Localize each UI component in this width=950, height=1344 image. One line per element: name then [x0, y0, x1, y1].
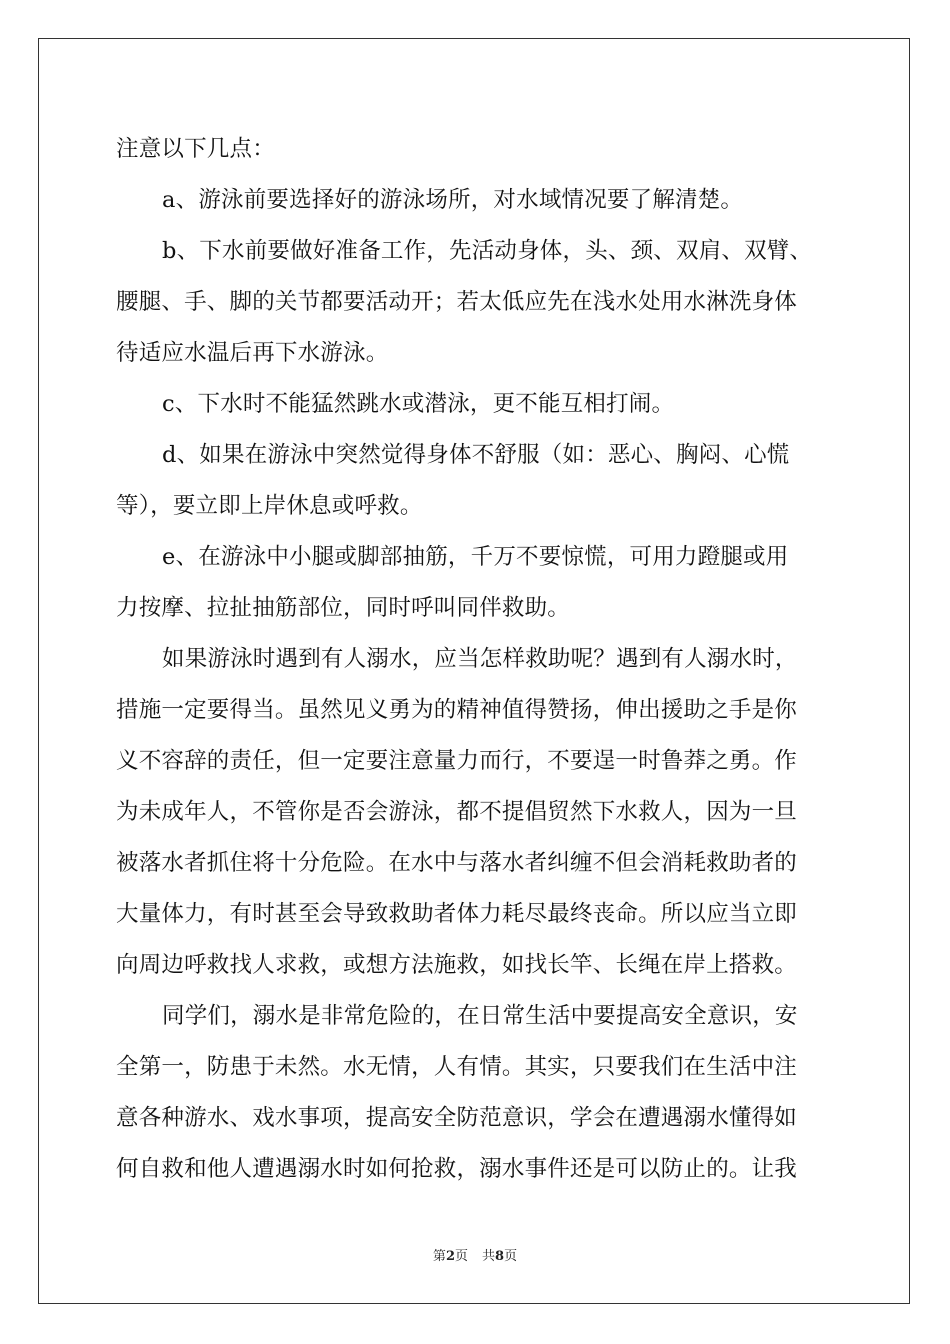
text-line: 向周边呼救找人求救，或想方法施救，如找长竿、长绳在岸上搭救。 [116, 952, 798, 978]
text-line: a、游泳前要选择好的游泳场所，对水域情况要了解清楚。 [162, 187, 744, 213]
total-pages: 8 [495, 1249, 505, 1264]
page-number: 2 [445, 1249, 455, 1264]
text-line: c、下水时不能猛然跳水或潜泳，更不能互相打闹。 [162, 391, 675, 417]
total-suffix: 页 [504, 1249, 518, 1264]
document-body [116, 124, 854, 1195]
text-line: 等），要立即上岸休息或呼救。 [116, 493, 423, 519]
text-line: e、在游泳中小腿或脚部抽筋，千万不要惊慌，可用力蹬腿或用 [162, 544, 789, 570]
text-line: 同学们，溺水是非常危险的，在日常生活中要提高安全意识，安 [162, 1003, 798, 1029]
text-line: 大量体力，有时甚至会导致救助者体力耗尽最终丧命。所以应当立即 [116, 901, 798, 927]
text-line: 意各种游水、戏水事项，提高安全防范意识，学会在遭遇溺水懂得如 [116, 1105, 798, 1131]
text-line: 如果游泳时遇到有人溺水，应当怎样救助呢？遇到有人溺水时， [162, 646, 798, 672]
text-line: 措施一定要得当。虽然见义勇为的精神值得赞扬，伸出援助之手是你 [116, 697, 798, 723]
text-line: d、如果在游泳中突然觉得身体不舒服（如：恶心、胸闷、心慌 [162, 442, 790, 468]
text-line: b、下水前要做好准备工作，先活动身体，头、颈、双肩、双臂、 [162, 238, 813, 264]
text-line: 何自救和他人遭遇溺水时如何抢救，溺水事件还是可以防止的。让我 [116, 1156, 798, 1182]
text-line: 被落水者抓住将十分危险。在水中与落水者纠缠不但会消耗救助者的 [116, 850, 798, 876]
total-prefix: 共 [482, 1249, 496, 1264]
page-prefix: 第 [432, 1249, 446, 1264]
page-footer [0, 1245, 950, 1264]
text-line: 为未成年人，不管你是否会游泳，都不提倡贸然下水救人，因为一旦 [116, 799, 798, 825]
text-line: 注意以下几点： [116, 136, 275, 162]
text-line: 义不容辞的责任，但一定要注意量力而行，不要逞一时鲁莽之勇。作 [116, 748, 798, 774]
page-suffix: 页 [454, 1249, 468, 1264]
text-line: 待适应水温后再下水游泳。 [116, 340, 389, 366]
text-line: 全第一，防患于未然。水无情，人有情。其实，只要我们在生活中注 [116, 1054, 798, 1080]
text-line: 腰腿、手、脚的关节都要活动开；若太低应先在浅水处用水淋洗身体 [116, 289, 798, 315]
text-line: 力按摩、拉扯抽筋部位，同时呼叫同伴救助。 [116, 595, 571, 621]
